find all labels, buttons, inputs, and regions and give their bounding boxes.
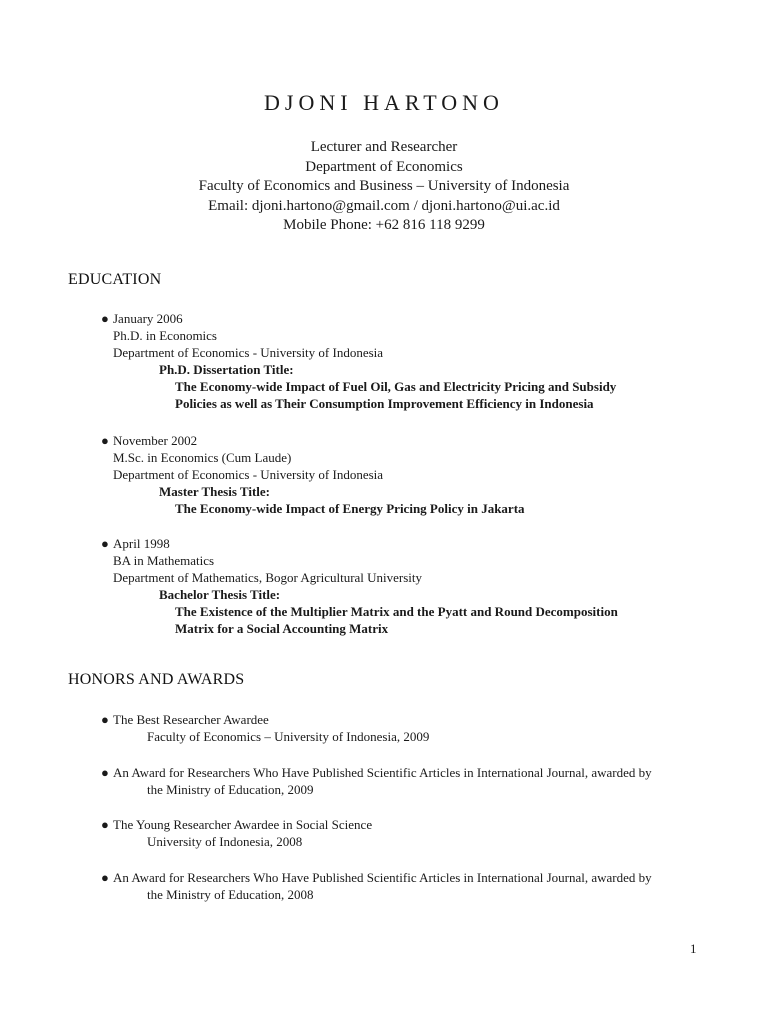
honors-heading: HONORS AND AWARDS (68, 671, 245, 688)
education-degree: BA in Mathematics (113, 553, 215, 568)
phone-line: Mobile Phone: +62 816 118 9299 (283, 217, 485, 234)
award-entry (101, 764, 711, 798)
thesis-label: Ph.D. Dissertation Title: (159, 362, 294, 377)
bullet-icon: ● (101, 536, 109, 551)
award-title: The Best Researcher Awardee (113, 712, 269, 727)
page-number: 1 (690, 941, 697, 956)
education-degree: M.Sc. in Economics (Cum Laude) (113, 450, 292, 465)
education-heading: EDUCATION (68, 271, 162, 288)
award-entry (101, 711, 711, 745)
thesis-label: Master Thesis Title: (159, 484, 270, 499)
education-degree: Ph.D. in Economics (113, 328, 217, 343)
award-title: An Award for Researchers Who Have Published Scientific Articles in International Journal, awarded by (113, 870, 652, 885)
thesis-title-line-2: Matrix for a Social Accounting Matrix (175, 621, 389, 636)
award-detail: Faculty of Economics – University of Indonesia, 2009 (147, 729, 430, 744)
award-entry (101, 869, 711, 903)
thesis-title-line-1: The Existence of the Multiplier Matrix and the Pyatt and Round Decomposition (175, 604, 618, 619)
award-detail: the Ministry of Education, 2009 (147, 782, 314, 797)
education-date: April 1998 (113, 536, 170, 551)
education-entry-msc (101, 432, 711, 517)
bullet-icon: ● (101, 712, 109, 727)
award-title: The Young Researcher Awardee in Social Science (113, 817, 373, 832)
award-title: An Award for Researchers Who Have Published Scientific Articles in International Journal, awarded by (113, 765, 652, 780)
education-date: January 2006 (113, 311, 183, 326)
faculty: Faculty of Economics and Business – University of Indonesia (198, 178, 570, 195)
education-institution: Department of Economics - University of Indonesia (113, 467, 384, 482)
thesis-title-line-1: The Economy-wide Impact of Fuel Oil, Gas and Electricity Pricing and Subsidy (175, 379, 617, 394)
bullet-icon: ● (101, 765, 109, 780)
award-detail: University of Indonesia, 2008 (147, 834, 303, 849)
education-entry-ba (101, 535, 711, 637)
bullet-icon: ● (101, 817, 109, 832)
thesis-label: Bachelor Thesis Title: (159, 587, 281, 602)
contact-block (0, 138, 768, 236)
email-line: Email: djoni.hartono@gmail.com / djoni.hartono@ui.ac.id (208, 197, 560, 214)
bullet-icon: ● (101, 433, 109, 448)
award-detail: the Ministry of Education, 2008 (147, 887, 314, 902)
education-entry-phd (101, 310, 711, 412)
education-institution: Department of Economics - University of Indonesia (113, 345, 384, 360)
bullet-icon: ● (101, 311, 109, 326)
department: Department of Economics (305, 158, 463, 175)
thesis-title-line-1: The Economy-wide Impact of Energy Pricing Policy in Jakarta (175, 501, 525, 516)
education-institution: Department of Mathematics, Bogor Agricultural University (113, 570, 423, 585)
bullet-icon: ● (101, 870, 109, 885)
education-date: November 2002 (113, 433, 198, 448)
award-entry (101, 816, 711, 850)
thesis-title-line-2: Policies as well as Their Consumption Improvement Efficiency in Indonesia (175, 396, 594, 411)
cv-name: DJONI HARTONO (264, 90, 504, 115)
job-title: Lecturer and Researcher (310, 139, 458, 155)
